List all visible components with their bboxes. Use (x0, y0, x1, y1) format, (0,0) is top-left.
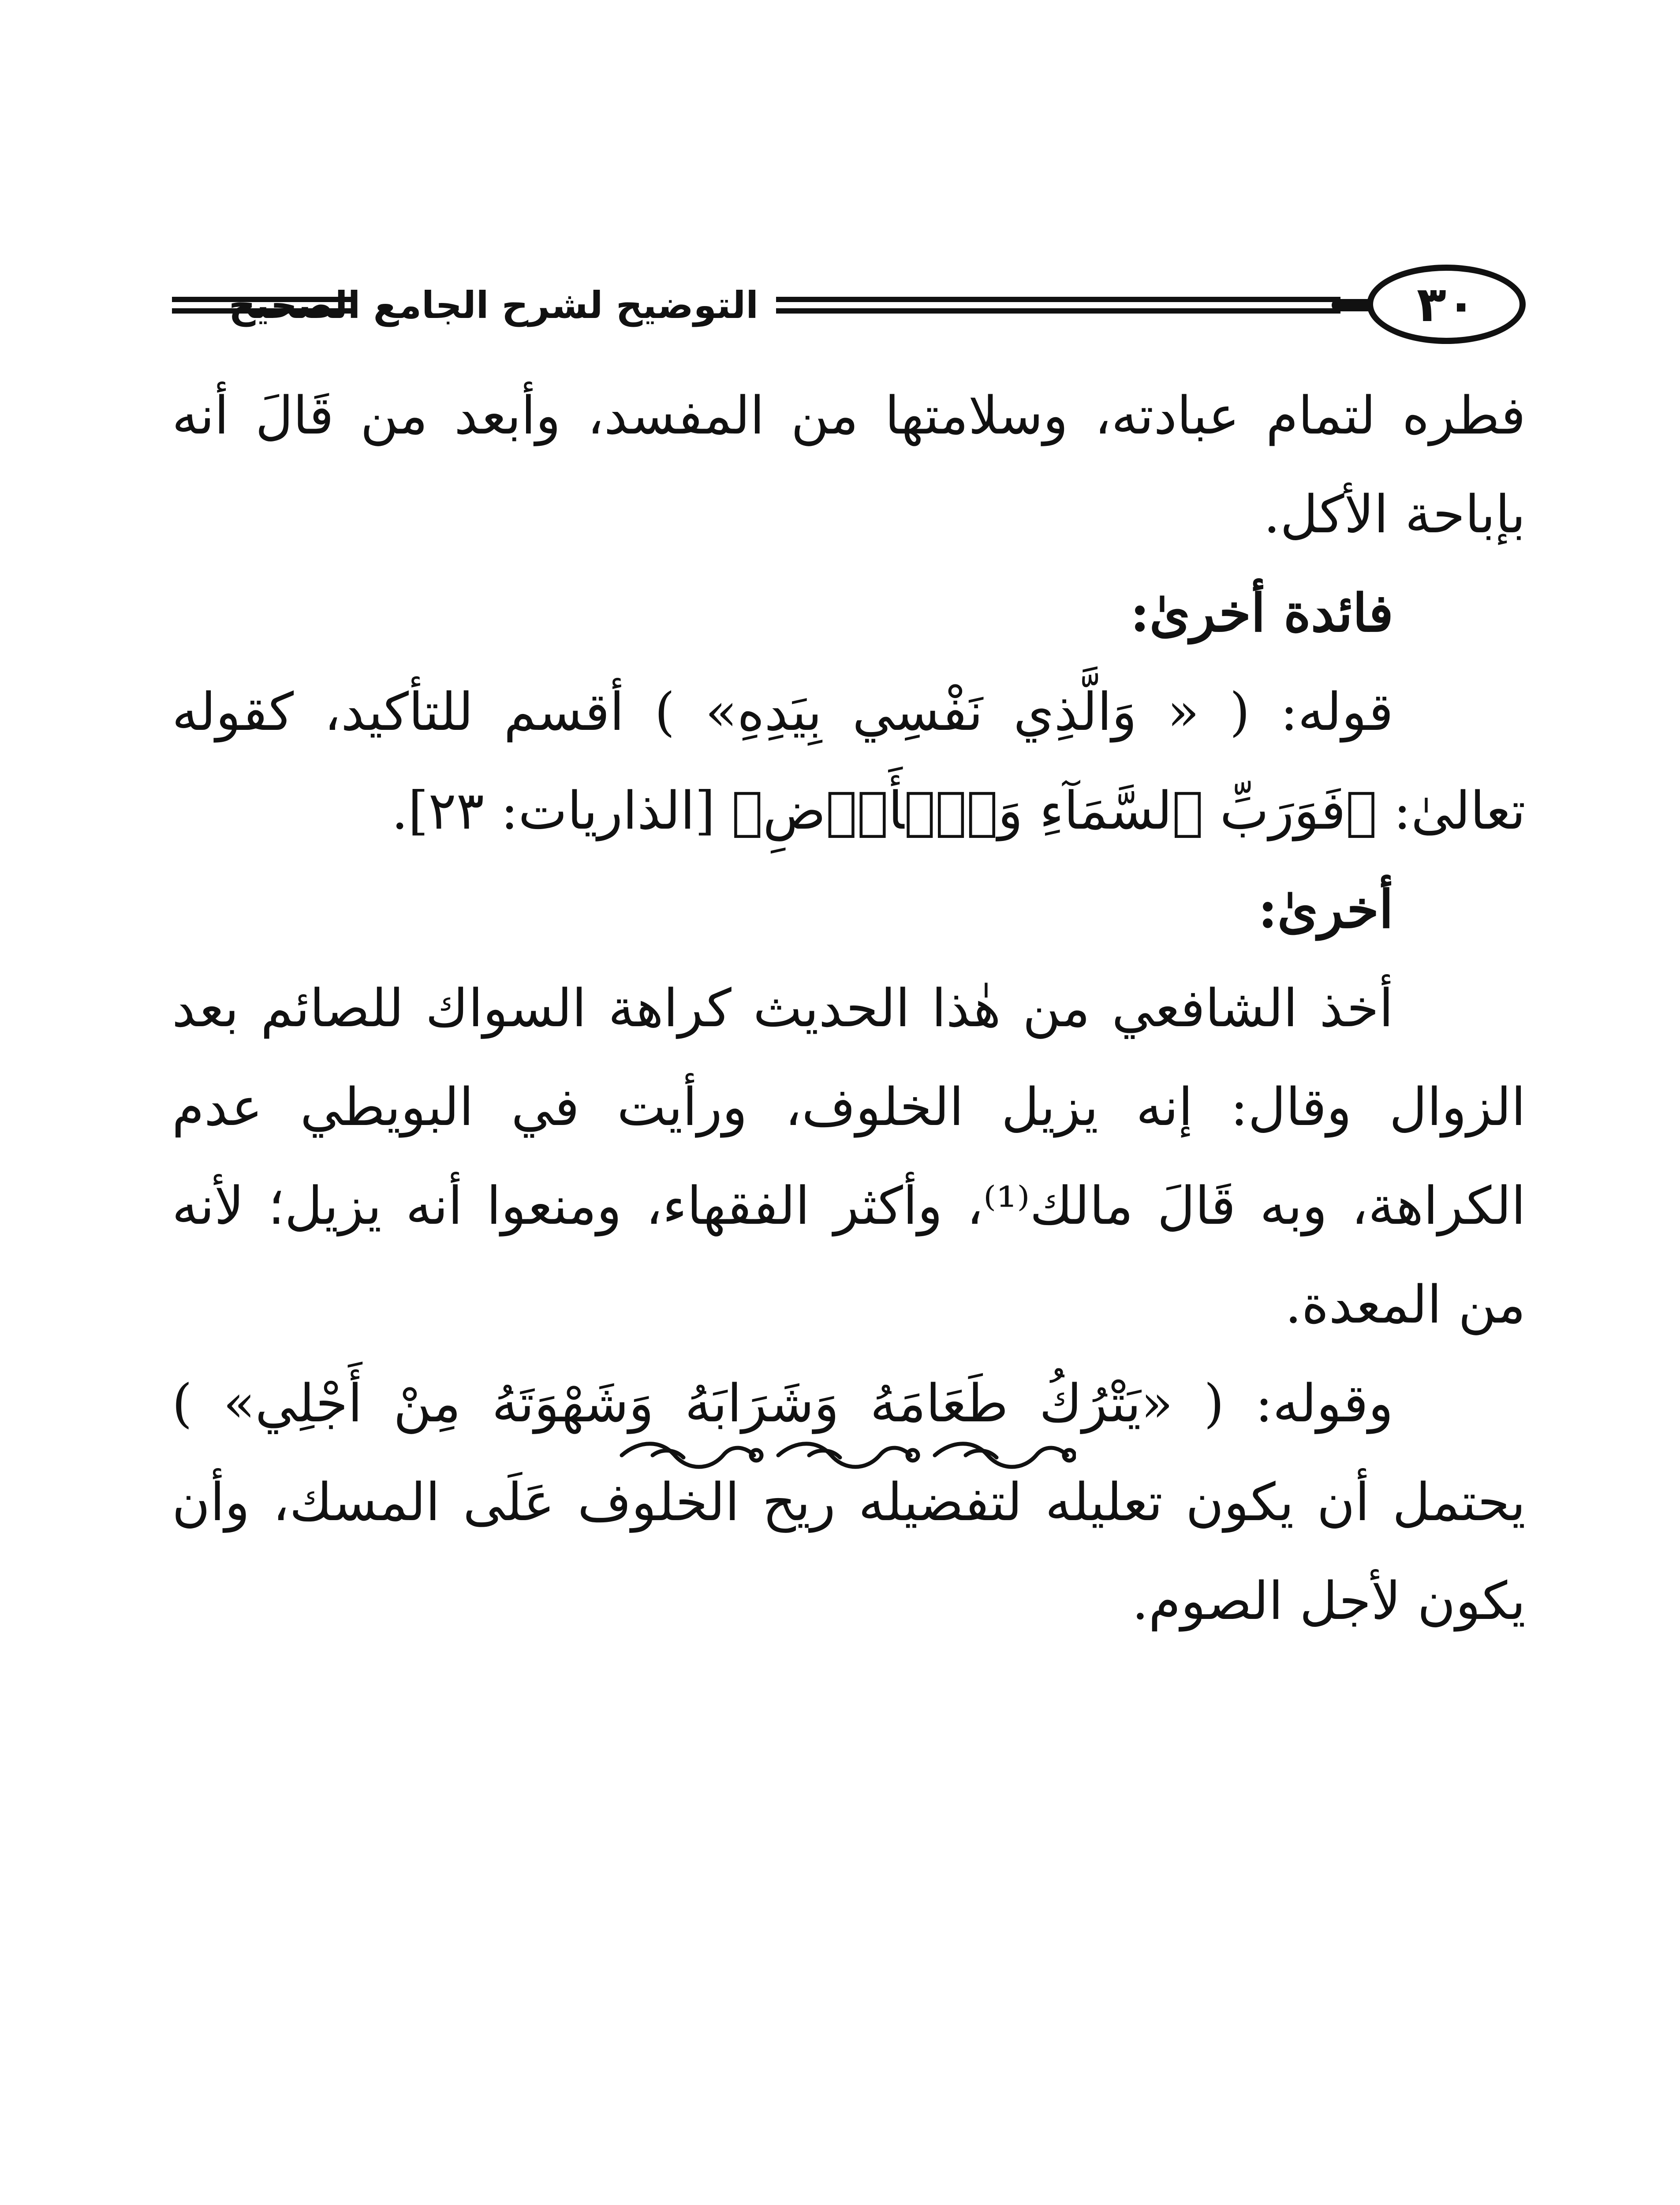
page-number-badge (1367, 265, 1526, 344)
header-rule-right (776, 297, 1340, 314)
ornament-flourish-1 (622, 1444, 762, 1467)
header-rule-left (172, 297, 357, 314)
page-number: ٣٠ (1416, 276, 1476, 333)
paragraph-continuation: فطره لتمام عبادته، وسلامتها من المفسد، وأبعد من قَالَ أنه بإباحة الأكل. (172, 385, 1526, 545)
ornament-flourish-2 (778, 1444, 918, 1467)
section-heading-fawaid: فائدة أخرىٰ: (1130, 582, 1393, 643)
ornament-flourish-3 (935, 1444, 1075, 1467)
section-heading-ukhra: أخرىٰ: (1258, 878, 1393, 940)
paragraph-oath: قوله: ( « وَالَّذِي نَفْسِي بِيَدِهِ» ) أقسم للتأكيد، كقوله تعالىٰ: ﴿فَوَرَبِّ ٱلسَّمَآءِ وَٱلۡأَرۡضِ﴾ [الذاريات: ٢٣]. (172, 681, 1526, 841)
paragraph-fasting: وقوله: ( «يَتْرُكُ طَعَامَهُ وَشَرَابَهُ وَشَهْوَتَهُ مِنْ أَجْلِي» ) يحتمل أن يكون تعليله لتفضيله ريح الخلوف عَلَى المسك، وأن يكون لأجل الصوم. (172, 1373, 1526, 1631)
paragraph-siwak: أخذ الشافعي من هٰذا الحديث كراهة السواك للصائم بعد الزوال وقال: إنه يزيل الخلوف، ورأيت في البويطي عدم الكراهة، وبه قَالَ مالك⁽¹⁾، وأكثر الفقهاء، ومنعوا أنه يزيل؛ لأنه من المعدة. (172, 978, 1526, 1335)
running-title: التوضيح لشرح الجامع الصحيح (228, 284, 758, 327)
section-divider-ornament (613, 1435, 1076, 1475)
running-header (172, 247, 1526, 357)
